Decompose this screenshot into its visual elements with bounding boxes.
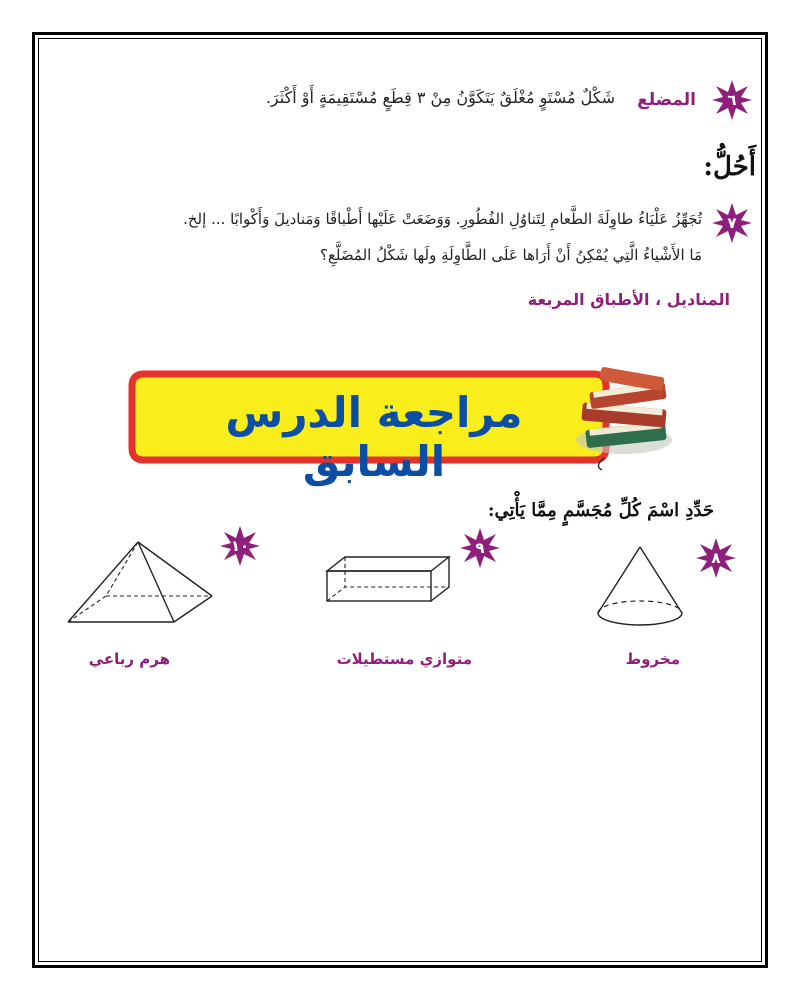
prism-answer: متوازي مستطيلات	[336, 650, 472, 668]
review-instruction: حَدِّدِ اسْمَ كُلِّ مُجَسَّمٍ مِمَّا يَأْتِي:	[487, 500, 714, 521]
question-badge-6	[712, 80, 752, 120]
question-badge-10	[220, 526, 260, 566]
q6-answer: المضلع	[637, 90, 696, 110]
rectangular-prism-icon	[325, 555, 455, 605]
cone-icon	[590, 545, 690, 635]
q7-answer: المناديل ، الأطباق المربعة	[527, 290, 730, 309]
solve-heading: أَحُلُّ:	[703, 152, 756, 182]
q7-line-2: مَا الأَشْياءُ الَّتِي يُمْكِنُ أَنْ أَرَاها عَلَى الطَّاوِلَةِ ولَها شَكْلُ المُضَلَّعِ؟	[319, 246, 702, 264]
question-badge-7	[712, 203, 752, 243]
question-number: ٨	[711, 549, 721, 567]
question-number: ٦	[727, 91, 737, 109]
question-number: ٧	[727, 214, 737, 232]
q7-line-1: تُجَهِّزُ عَلْيَاءُ طاوِلَةَ الطَّعامِ لِتَناوُلِ الفُطُورِ. وَوَضَعَتْ عَلَيْها أَطْباقًا وَمَناديلَ وَأَكْوابًا ... إلخ.	[183, 210, 702, 228]
pyramid-answer: هرم رباعي	[88, 650, 170, 668]
question-badge-8	[696, 538, 736, 578]
banner-title: مراجعة الدرس السابق	[225, 388, 523, 486]
cone-answer: مخروط	[625, 650, 680, 668]
q6-definition: شَكْلٌ مُسْتَوٍ مُغْلَقٌ يَتَكَوَّنُ مِنْ ٣ قِطَعٍ مُسْتَقِيمَةٍ أَوْ أَكْثَرَ.	[265, 88, 615, 107]
question-badge-9	[460, 528, 500, 568]
square-pyramid-icon	[66, 540, 216, 630]
question-number: ١٠	[230, 537, 250, 555]
review-banner	[124, 362, 679, 486]
question-number: ٩	[475, 539, 485, 557]
